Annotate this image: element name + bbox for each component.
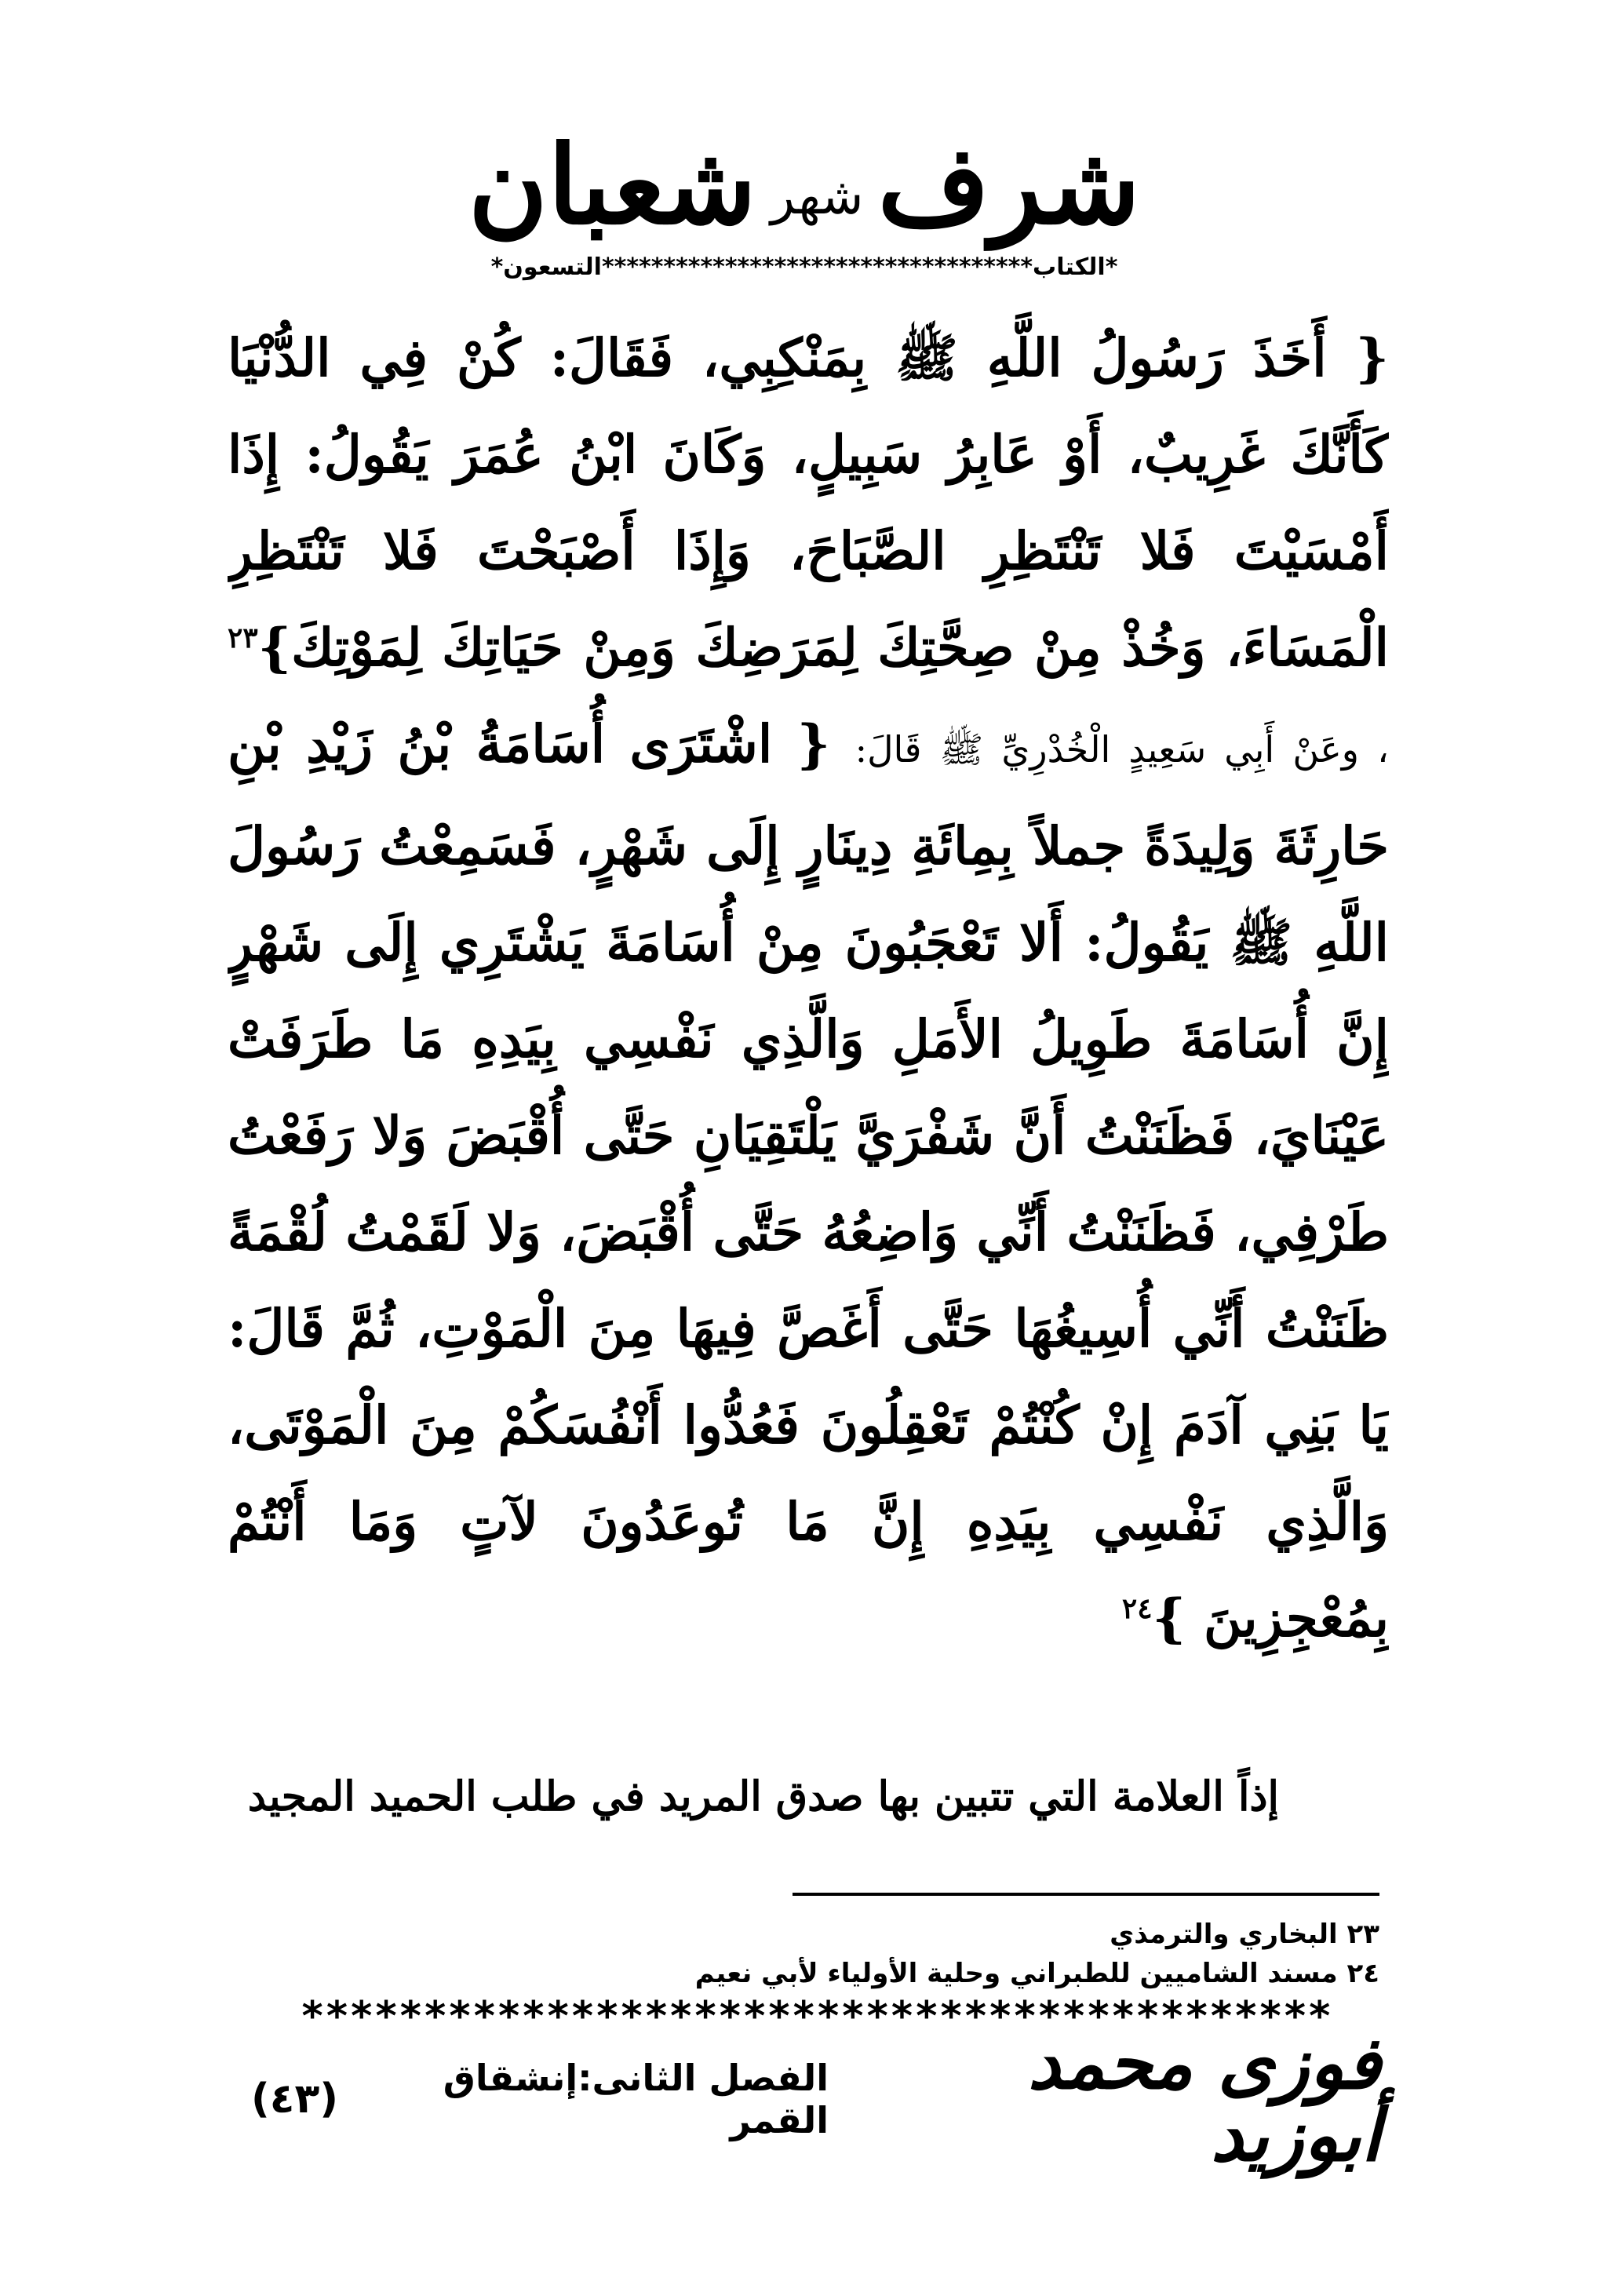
title-word-left: شعبان [468, 121, 756, 249]
footnote-ref-23: ٢٣ [228, 621, 258, 654]
author-signature: فوزى محمد أبوزيد [1027, 2021, 1381, 2178]
footnotes [659, 1915, 1379, 1993]
footer-separator: ****************************************** [300, 1993, 1332, 2040]
main-text [228, 310, 1389, 1738]
book-title-logo [392, 106, 1216, 249]
hadith-text-1: { أَخَذَ رَسُولُ اللَّهِ ﷺ بِمَنْكِبِي، فَقَالَ: كُنْ فِي الدُّنْيَا كَأَنَّكَ غَرِيبٌ، أَوْ عَابِرُ سَبِيلٍ، وَكَانَ ابْنُ عُمَرَ يَقُولُ: إِذَا أَمْسَيْتَ فَلا تَنْتَظِرِ الصَّبَاحَ، وَإِذَا أَصْبَحْتَ فَلا تَنْتَظِرِ الْمَسَاءَ، وَخُذْ مِنْ صِحَّتِكَ لِمَرَضِكَ وَمِنْ حَيَاتِكَ لِمَوْتِكَ} [228, 327, 1389, 678]
footnote-ref-24: ٢٤ [1121, 1592, 1153, 1625]
chapter-label: الفصل الثانى:إنشقاق القمر [443, 2057, 829, 2141]
closing-sentence: إذاً العلامة التي تتبين بها صدق المريد في طلب الحميد المجيد [247, 1773, 1279, 1820]
footnote-text: البخاري والترمذي [1110, 1919, 1338, 1950]
narrator-text: ، وعَنْ أَبِي سَعِيدٍ الْخُدْرِيِّ ﷺ قَالَ: [855, 728, 1389, 771]
footnote-number: ٢٣ [1346, 1919, 1379, 1950]
header-separator: *الكتاب***********************************التسعون* [490, 253, 1118, 281]
footnote-text: مسند الشاميين للطبراني وحلية الأولياء لأبي نعيم [694, 1958, 1338, 1989]
footnote-number: ٢٤ [1346, 1958, 1379, 1989]
footnote-divider [793, 1893, 1379, 1896]
hadith-text-2: { اشْتَرَى أُسَامَةُ بْنُ زَيْدِ بْنِ حَارِثَةَ وَلِيدَةً جملاً بِمِائَةِ دِينَارٍ إِلَى شَهْرٍ، فَسَمِعْتُ رَسُولَ اللَّهِ ﷺ يَقُولُ: أَلا تَعْجَبُونَ مِنْ أُسَامَةَ يَشْتَرِي إِلَى شَهْرٍ إِنَّ أُسَامَةَ طَوِيلُ الأَمَلِ وَالَّذِي نَفْسِي بِيَدِهِ مَا طَرَفَتْ عَيْنَايَ، فَظَنَنْتُ أَنَّ شَفْرَيَّ يَلْتَقِيَانِ حَتَّى أُقْبَضَ وَلا رَفَعْتُ طَرْفِي، فَظَنَنْتُ أَنِّي وَاضِعُهُ حَتَّى أُقْبَضَ، وَلا لَقَمْتُ لُقْمَةً ظَنَنْتُ أَنِّي أُسِيغُهَا حَتَّى أَغَصَّ فِيهَا مِنَ الْمَوْتِ، ثُمَّ قَالَ: يَا بَنِي آدَمَ إِنْ كُنْتُمْ تَعْقِلُونَ فَعُدُّوا أَنْفُسَكُمْ مِنَ الْمَوْتَى، وَالَّذِي نَفْسِي بِيَدِهِ إِنَّ مَا تُوعَدُونَ لآتٍ وَمَا أَنْتُمْ بِمُعْجِزِينَ } [228, 713, 1389, 1649]
footnote-item [659, 1915, 1379, 1954]
title-word-right: شرف [877, 121, 1141, 249]
title-word-middle: شهر [771, 168, 864, 226]
page-number: (٤٣) [251, 2076, 339, 2123]
footnote-item [659, 1954, 1379, 1993]
page-footer [251, 2021, 1381, 2178]
